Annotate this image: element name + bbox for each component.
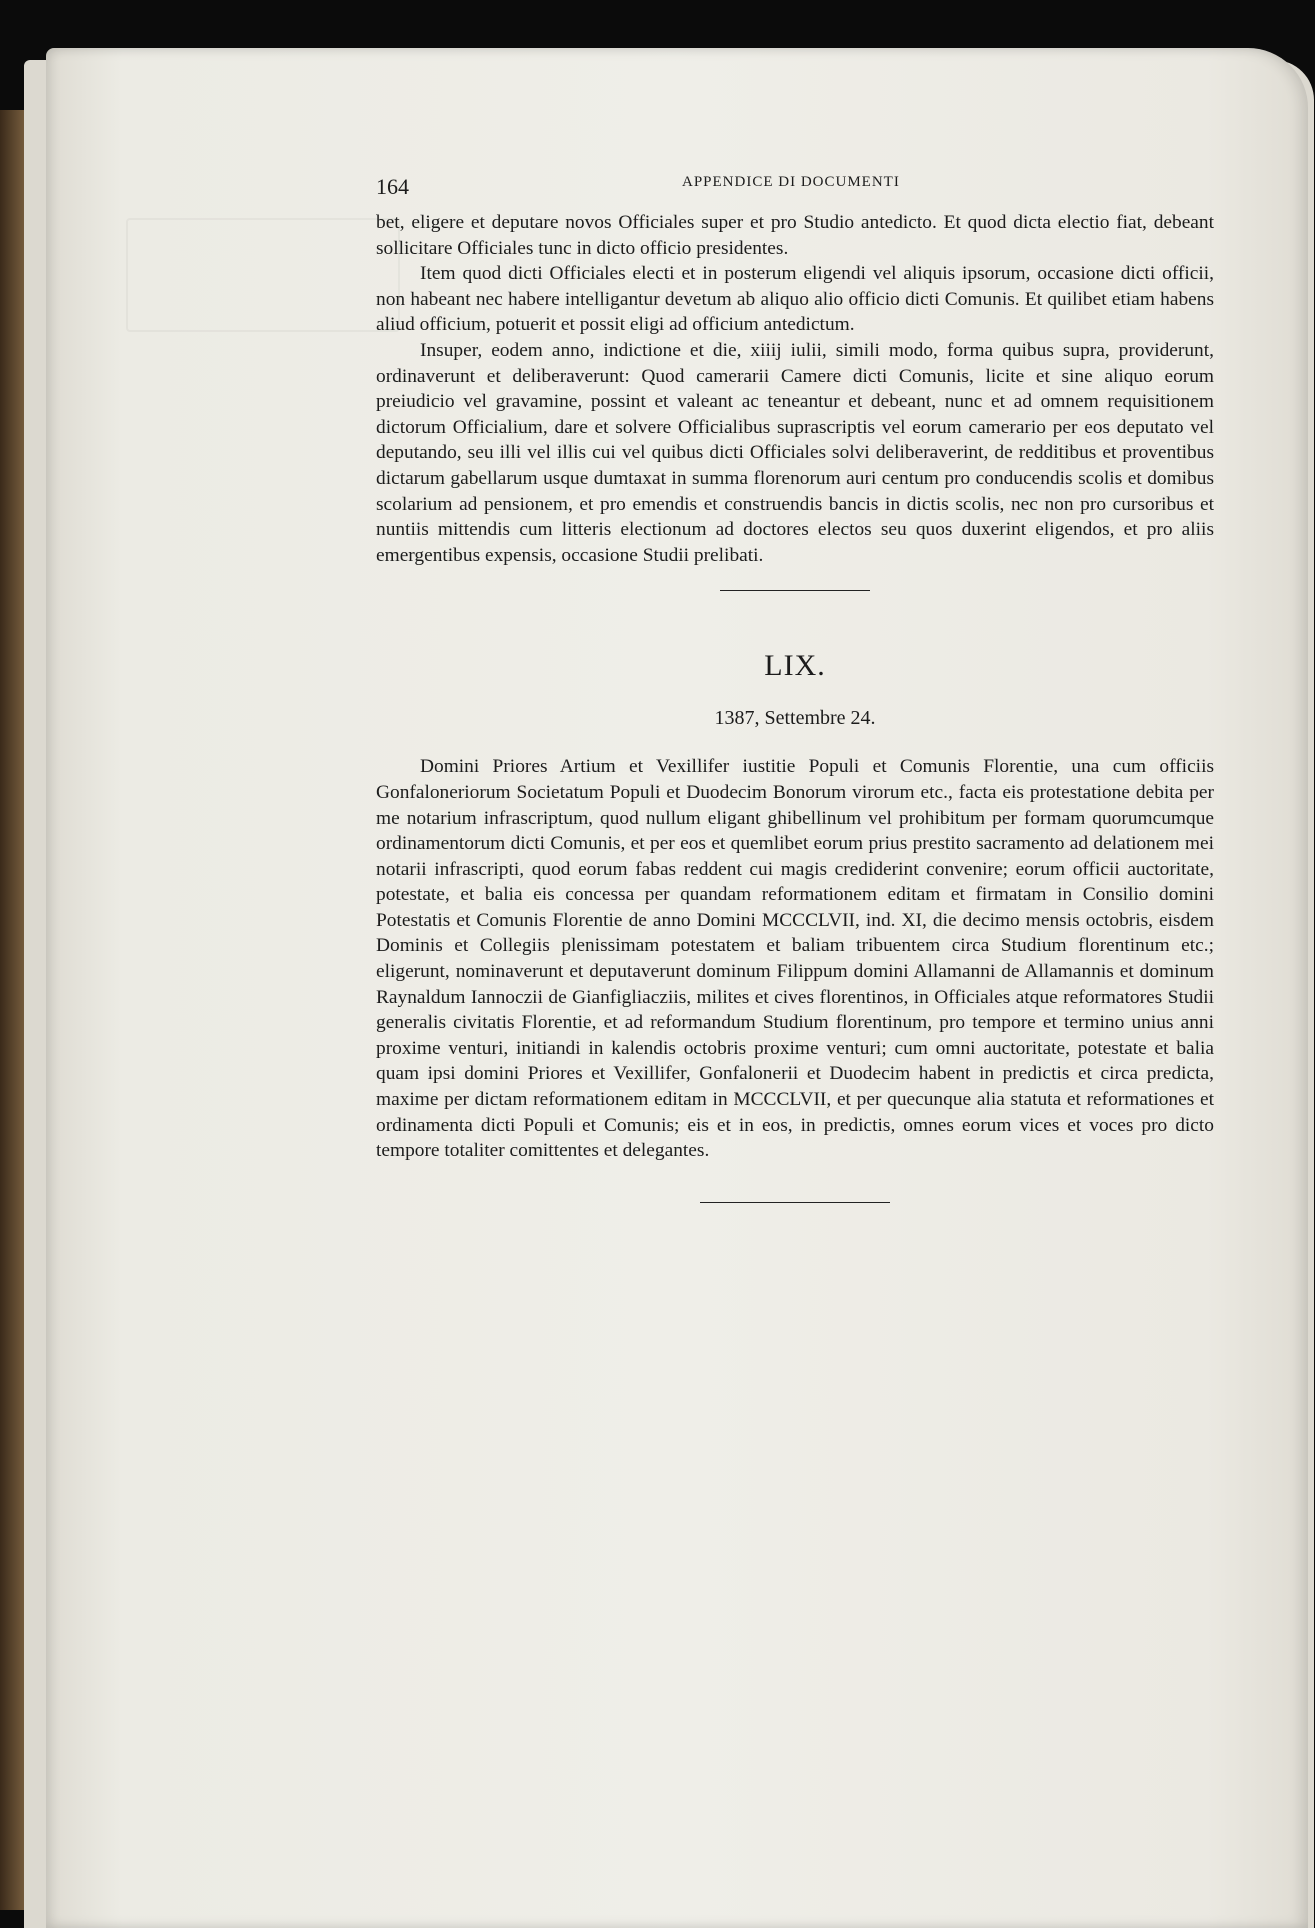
running-head: APPENDICE DI DOCUMENTI [682,174,900,190]
page-header [376,170,1214,204]
page-text-block [376,170,1214,1203]
section-divider [720,590,870,591]
document-number: LIX. [764,649,826,683]
document-body: Domini Priores Artium et Vexillifer iustitie Populi et Comunis Florentie, una cum officiis Gonfaloneriorum Societatum Populi et Duodecim Bonorum virorum etc., facta eis protestatione debita per me notarium infrascriptum, quod nullum eligant ghibellinum vel prohibitum per formam quorumcumque ordinamentorum dicti Comunis, et per eos et quemlibet eorum prius prestito sacramento ad delationem mei notarii infrascripti, quod eorum fabas reddent cui magis crediderint convenire; eorum officii auctoritate, potestate, et balia eis concessa per quandam reformationem editam et firmatam in Consilio domini Potestatis et Comunis Florentie de anno Domini MCCCLVII, ind. XI, die decimo mensis octobris, eisdem Dominis et Collegiis plenissimam potestatem et baliam tribuentem circa Studium florentinum etc.; eligerunt, nominaverunt et deputaverunt dominum Filippum domini Allamanni de Allamannis et dominum Raynaldum Iannoczii de Gianfigliacziis, milites et cives florentinos, in Officiales atque reformatores Studii generalis civitatis Florentie, et ad reformandum Studium florentinum, pro tempore et termino unius anni proxime venturi, initiandi in kalendis octobris proxime venturi; cum omni auctoritate, potestate et balia quam ipsi domini Priores et Vexillifer, Gonfalonerii et Duodecim habent in predictis et circa predicta, maxime per dictam reformationem editam in MCCCLVII, et per quecunque alia statuta et reformationes et ordinamenta dicti Populi et Comunis; eis et in eos, in predictis, omnes eorum vices et voces pro dicto tempore totaliter comittentes et delegantes. [376,756,1214,1162]
show-through-mark [126,218,400,332]
page-number: 164 [376,174,409,199]
document-date: 1387, Settembre 24. [714,707,876,730]
paragraph-insuper: Insuper, eodem anno, indictione et die, xiiij iulii, simili modo, forma quibus supra, providerunt, ordinaverunt et deliberaverunt: Quod camerarii Camere dicti Comunis, licite et sine aliquo eorum preiudicio vel gravamine, possint et valeant ac teneantur et debeant, nunc et ad omnem requisitionem dictorum Officialium, dare et solvere Officialibus suprascriptis vel eorum camerario per eos deputato vel deputando, seu illi vel illis cui vel quibus dicti Officiales solvi deliberaverint, de redditibus et proventibus dictarum gabellarum usque dumtaxat in summa florenorum auri centum pro conducendis scolis et domibus scolarium ad pensionem, et pro emendis et construendis bancis in dictis scolis, nec non pro cursoribus et nuntiis mittendis cum litteris electionum ad doctores electos seu quos duxerint eligendos, et pro aliis emergentibus expensis, occasione Studii prelibati. [376,339,1214,566]
end-divider [700,1202,890,1203]
paragraph-item: Item quod dicti Officiales electi et in posterum eligendi vel aliquis ipsorum, occasione dicti officii, non habeant nec habere intelligantur devetum ab aliquo alio officio dicti Comunis. Et quilibet etiam habens aliud officium, potuerit et possit eligi ad officium antedictum. [376,263,1214,336]
paragraph-continuation: bet, eligere et deputare novos Officiales super et pro Studio antedicto. Et quod dicta electio fiat, debeant sollicitare Officiales tunc in dicto officio presidentes. [376,212,1214,259]
